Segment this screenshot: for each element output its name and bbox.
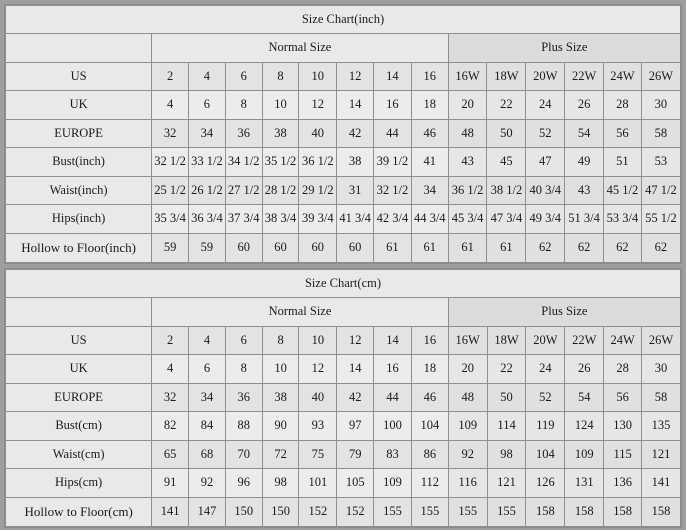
- cell-value: 50: [487, 119, 526, 147]
- corner-blank: [6, 298, 152, 326]
- cell-value: 92: [189, 469, 226, 497]
- cell-value: 32 1/2: [152, 148, 189, 176]
- size-table-inch: [5, 5, 681, 263]
- cell-value: 104: [411, 412, 448, 440]
- table-row: [6, 205, 681, 233]
- cell-value: 50: [487, 383, 526, 411]
- cell-value: 36 3/4: [189, 205, 226, 233]
- cell-value: 4: [189, 326, 226, 354]
- cell-value: 12: [337, 326, 374, 354]
- cell-value: 70: [225, 440, 262, 468]
- cell-value: 141: [152, 497, 189, 526]
- cell-value: 18W: [487, 62, 526, 90]
- cell-value: 47 1/2: [641, 176, 680, 204]
- cell-value: 96: [225, 469, 262, 497]
- cell-value: 60: [337, 233, 374, 262]
- cell-value: 26: [565, 355, 604, 383]
- cell-value: 16: [411, 326, 448, 354]
- cell-value: 12: [299, 355, 337, 383]
- cell-value: 40: [299, 119, 337, 147]
- cell-value: 4: [189, 62, 226, 90]
- cell-value: 38: [262, 119, 299, 147]
- cell-value: 109: [565, 440, 604, 468]
- cell-value: 62: [526, 233, 565, 262]
- cell-value: 53: [641, 148, 680, 176]
- cell-value: 115: [604, 440, 642, 468]
- table-row: [6, 91, 681, 119]
- cell-value: 60: [262, 233, 299, 262]
- cell-value: 40 3/4: [526, 176, 565, 204]
- cell-value: 24W: [604, 326, 642, 354]
- size-chart-inch: [4, 4, 682, 264]
- group-header-plus: Plus Size: [448, 34, 680, 62]
- table-row: [6, 326, 681, 354]
- cell-value: 61: [411, 233, 448, 262]
- cell-value: 6: [189, 355, 226, 383]
- cell-value: 32: [152, 119, 189, 147]
- cell-value: 98: [487, 440, 526, 468]
- cell-value: 16: [374, 355, 412, 383]
- cell-value: 24: [526, 91, 565, 119]
- group-header-normal: Normal Size: [152, 34, 448, 62]
- table-row-groups: [6, 34, 681, 62]
- cell-value: 75: [299, 440, 337, 468]
- cell-value: 16W: [448, 62, 487, 90]
- cell-value: 14: [374, 62, 412, 90]
- cell-value: 20: [448, 91, 487, 119]
- cell-value: 112: [411, 469, 448, 497]
- cell-value: 84: [189, 412, 226, 440]
- cell-value: 34 1/2: [225, 148, 262, 176]
- cell-value: 8: [225, 355, 262, 383]
- cell-value: 43: [448, 148, 487, 176]
- cell-value: 155: [374, 497, 412, 526]
- cell-value: 38 1/2: [487, 176, 526, 204]
- cell-value: 27 1/2: [225, 176, 262, 204]
- cell-value: 39 3/4: [299, 205, 337, 233]
- cell-value: 14: [374, 326, 412, 354]
- cell-value: 109: [374, 469, 412, 497]
- table-row: [6, 355, 681, 383]
- cell-value: 6: [225, 62, 262, 90]
- cell-value: 16: [411, 62, 448, 90]
- cell-value: 34: [189, 383, 226, 411]
- cell-value: 131: [565, 469, 604, 497]
- cell-value: 6: [225, 326, 262, 354]
- cell-value: 51: [604, 148, 642, 176]
- cell-value: 14: [337, 91, 374, 119]
- row-label-us: US: [6, 62, 152, 90]
- cell-value: 25 1/2: [152, 176, 189, 204]
- cell-value: 79: [337, 440, 374, 468]
- cell-value: 56: [604, 119, 642, 147]
- cell-value: 12: [337, 62, 374, 90]
- cell-value: 47: [526, 148, 565, 176]
- row-label-hips: Hips(inch): [6, 205, 152, 233]
- cell-value: 62: [565, 233, 604, 262]
- cell-value: 10: [262, 91, 299, 119]
- cell-value: 20W: [526, 62, 565, 90]
- cell-value: 32 1/2: [374, 176, 412, 204]
- cell-value: 98: [262, 469, 299, 497]
- cell-value: 119: [526, 412, 565, 440]
- cell-value: 18: [411, 91, 448, 119]
- cell-value: 33 1/2: [189, 148, 226, 176]
- cell-value: 147: [189, 497, 226, 526]
- cell-value: 158: [565, 497, 604, 526]
- cell-value: 35 1/2: [262, 148, 299, 176]
- cell-value: 29 1/2: [299, 176, 337, 204]
- cell-value: 121: [642, 440, 681, 468]
- cell-value: 109: [448, 412, 487, 440]
- cell-value: 20W: [526, 326, 565, 354]
- row-label-us: US: [6, 326, 152, 354]
- cell-value: 10: [299, 62, 337, 90]
- cell-value: 6: [189, 91, 226, 119]
- cell-value: 42 3/4: [374, 205, 412, 233]
- cell-value: 41 3/4: [337, 205, 374, 233]
- cell-value: 56: [604, 383, 642, 411]
- cell-value: 45 1/2: [604, 176, 642, 204]
- cell-value: 36 1/2: [299, 148, 337, 176]
- cell-value: 16W: [448, 326, 487, 354]
- cell-value: 47 3/4: [487, 205, 526, 233]
- cell-value: 8: [225, 91, 262, 119]
- cell-value: 30: [642, 355, 681, 383]
- cell-value: 10: [299, 326, 337, 354]
- cell-value: 44 3/4: [411, 205, 448, 233]
- cell-value: 10: [262, 355, 299, 383]
- cell-value: 92: [448, 440, 487, 468]
- size-table-cm: [5, 269, 681, 527]
- cell-value: 150: [262, 497, 299, 526]
- cell-value: 114: [487, 412, 526, 440]
- row-label-hollow-to-floor: Hollow to Floor(cm): [6, 497, 152, 526]
- cell-value: 68: [189, 440, 226, 468]
- cell-value: 12: [299, 91, 337, 119]
- cell-value: 91: [152, 469, 189, 497]
- row-label-waist: Waist(cm): [6, 440, 152, 468]
- cell-value: 61: [487, 233, 526, 262]
- cell-value: 65: [152, 440, 189, 468]
- row-label-europe: EUROPE: [6, 119, 152, 147]
- cell-value: 83: [374, 440, 412, 468]
- row-label-europe: EUROPE: [6, 383, 152, 411]
- cell-value: 54: [565, 383, 604, 411]
- table-row: [6, 62, 681, 90]
- cell-value: 90: [262, 412, 299, 440]
- cell-value: 52: [526, 383, 565, 411]
- cell-value: 22: [487, 355, 526, 383]
- cell-value: 59: [189, 233, 226, 262]
- cell-value: 4: [152, 91, 189, 119]
- row-label-hips: Hips(cm): [6, 469, 152, 497]
- cell-value: 40: [299, 383, 337, 411]
- cell-value: 28 1/2: [262, 176, 299, 204]
- table-row: [6, 119, 681, 147]
- cell-value: 86: [411, 440, 448, 468]
- cell-value: 8: [262, 326, 299, 354]
- cell-value: 48: [448, 119, 487, 147]
- group-header-plus: Plus Size: [448, 298, 680, 326]
- cell-value: 141: [642, 469, 681, 497]
- table-row: [6, 440, 681, 468]
- cell-value: 41: [411, 148, 448, 176]
- cell-value: 88: [225, 412, 262, 440]
- cell-value: 46: [411, 383, 448, 411]
- cell-value: 42: [337, 383, 374, 411]
- cell-value: 32: [152, 383, 189, 411]
- chart-title: Size Chart(cm): [6, 270, 681, 298]
- cell-value: 36: [225, 383, 262, 411]
- chart-title: Size Chart(inch): [6, 6, 681, 34]
- row-label-hollow-to-floor: Hollow to Floor(inch): [6, 233, 152, 262]
- cell-value: 34: [411, 176, 448, 204]
- cell-value: 36: [225, 119, 262, 147]
- cell-value: 2: [152, 326, 189, 354]
- cell-value: 126: [526, 469, 565, 497]
- cell-value: 49 3/4: [526, 205, 565, 233]
- row-label-uk: UK: [6, 91, 152, 119]
- cell-value: 158: [526, 497, 565, 526]
- cell-value: 48: [448, 383, 487, 411]
- cell-value: 8: [262, 62, 299, 90]
- cell-value: 26W: [641, 62, 680, 90]
- cell-value: 16: [374, 91, 412, 119]
- corner-blank: [6, 34, 152, 62]
- cell-value: 101: [299, 469, 337, 497]
- cell-value: 42: [337, 119, 374, 147]
- cell-value: 155: [487, 497, 526, 526]
- cell-value: 59: [152, 233, 189, 262]
- cell-value: 43: [565, 176, 604, 204]
- cell-value: 52: [526, 119, 565, 147]
- size-chart-cm: [4, 268, 682, 528]
- cell-value: 22W: [565, 62, 604, 90]
- cell-value: 60: [299, 233, 337, 262]
- cell-value: 37 3/4: [225, 205, 262, 233]
- cell-value: 24W: [604, 62, 642, 90]
- cell-value: 2: [152, 62, 189, 90]
- cell-value: 36 1/2: [448, 176, 487, 204]
- cell-value: 22W: [565, 326, 604, 354]
- cell-value: 82: [152, 412, 189, 440]
- cell-value: 97: [337, 412, 374, 440]
- cell-value: 155: [448, 497, 487, 526]
- cell-value: 49: [565, 148, 604, 176]
- cell-value: 28: [604, 355, 642, 383]
- cell-value: 61: [448, 233, 487, 262]
- cell-value: 124: [565, 412, 604, 440]
- table-row: [6, 233, 681, 262]
- cell-value: 61: [374, 233, 412, 262]
- cell-value: 45 3/4: [448, 205, 487, 233]
- cell-value: 30: [641, 91, 680, 119]
- cell-value: 72: [262, 440, 299, 468]
- cell-value: 18W: [487, 326, 526, 354]
- cell-value: 24: [526, 355, 565, 383]
- cell-value: 45: [487, 148, 526, 176]
- cell-value: 28: [604, 91, 642, 119]
- row-label-bust: Bust(cm): [6, 412, 152, 440]
- cell-value: 116: [448, 469, 487, 497]
- cell-value: 121: [487, 469, 526, 497]
- cell-value: 26W: [642, 326, 681, 354]
- cell-value: 100: [374, 412, 412, 440]
- row-label-waist: Waist(inch): [6, 176, 152, 204]
- cell-value: 152: [299, 497, 337, 526]
- cell-value: 14: [337, 355, 374, 383]
- cell-value: 150: [225, 497, 262, 526]
- table-row: [6, 412, 681, 440]
- cell-value: 130: [604, 412, 642, 440]
- cell-value: 39 1/2: [374, 148, 412, 176]
- cell-value: 60: [225, 233, 262, 262]
- cell-value: 34: [189, 119, 226, 147]
- cell-value: 136: [604, 469, 642, 497]
- cell-value: 38: [337, 148, 374, 176]
- cell-value: 62: [641, 233, 680, 262]
- cell-value: 44: [374, 383, 412, 411]
- row-label-uk: UK: [6, 355, 152, 383]
- cell-value: 152: [337, 497, 374, 526]
- cell-value: 105: [337, 469, 374, 497]
- table-row-title: [6, 270, 681, 298]
- cell-value: 58: [642, 383, 681, 411]
- table-row-title: [6, 6, 681, 34]
- cell-value: 135: [642, 412, 681, 440]
- table-row: [6, 469, 681, 497]
- cell-value: 22: [487, 91, 526, 119]
- cell-value: 53 3/4: [604, 205, 642, 233]
- cell-value: 54: [565, 119, 604, 147]
- cell-value: 158: [604, 497, 642, 526]
- table-row: [6, 497, 681, 526]
- table-row: [6, 148, 681, 176]
- table-row-groups: [6, 298, 681, 326]
- cell-value: 46: [411, 119, 448, 147]
- cell-value: 26: [565, 91, 604, 119]
- group-header-normal: Normal Size: [152, 298, 449, 326]
- cell-value: 20: [448, 355, 487, 383]
- cell-value: 62: [604, 233, 642, 262]
- cell-value: 55 1/2: [641, 205, 680, 233]
- cell-value: 93: [299, 412, 337, 440]
- cell-value: 104: [526, 440, 565, 468]
- table-row: [6, 383, 681, 411]
- cell-value: 51 3/4: [565, 205, 604, 233]
- cell-value: 26 1/2: [189, 176, 226, 204]
- cell-value: 35 3/4: [152, 205, 189, 233]
- cell-value: 4: [152, 355, 189, 383]
- cell-value: 58: [641, 119, 680, 147]
- cell-value: 155: [411, 497, 448, 526]
- cell-value: 38 3/4: [262, 205, 299, 233]
- row-label-bust: Bust(inch): [6, 148, 152, 176]
- table-row: [6, 176, 681, 204]
- cell-value: 38: [262, 383, 299, 411]
- cell-value: 18: [411, 355, 448, 383]
- cell-value: 158: [642, 497, 681, 526]
- cell-value: 31: [337, 176, 374, 204]
- cell-value: 44: [374, 119, 412, 147]
